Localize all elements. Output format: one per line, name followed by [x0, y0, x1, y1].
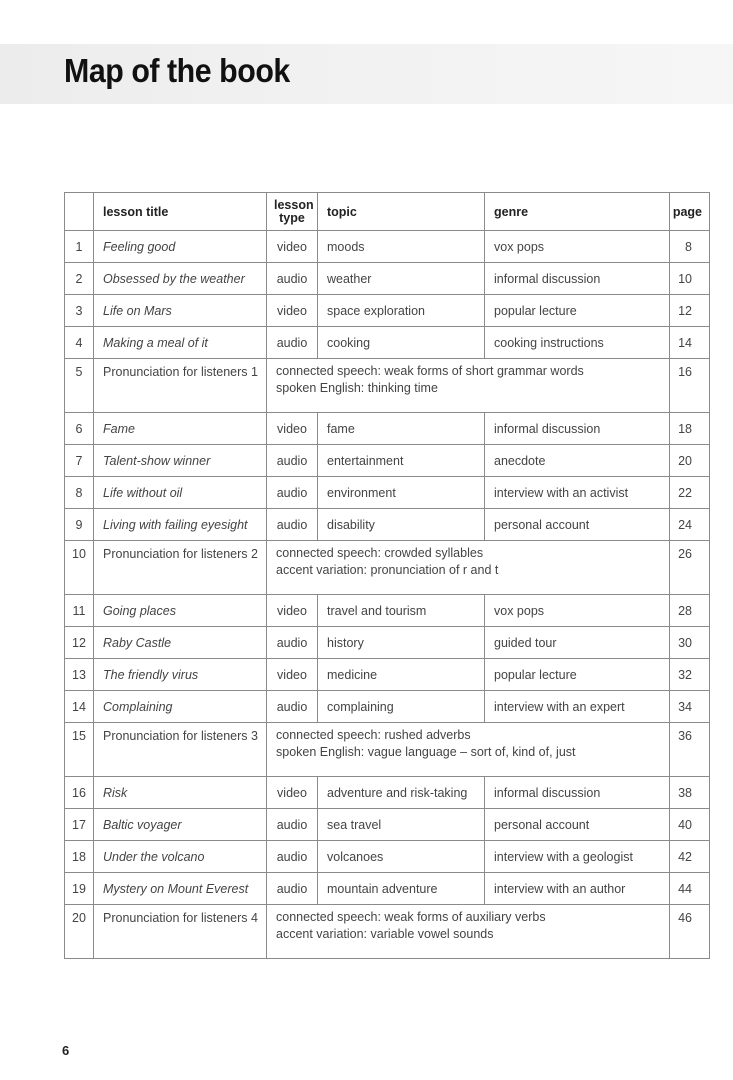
lesson-topic: entertainment — [318, 445, 485, 477]
lesson-number: 12 — [65, 627, 94, 659]
pronunciation-row — [65, 723, 710, 777]
lesson-topic: cooking — [318, 327, 485, 359]
lesson-topic: disability — [318, 509, 485, 541]
page-reference: 34 — [670, 691, 710, 723]
lesson-topic: mountain adventure — [318, 873, 485, 905]
lesson-row — [65, 659, 710, 691]
lesson-row — [65, 295, 710, 327]
lesson-number: 17 — [65, 809, 94, 841]
lesson-type: audio — [267, 327, 318, 359]
lesson-title: Feeling good — [94, 231, 267, 263]
lesson-genre: anecdote — [485, 445, 670, 477]
page-reference: 18 — [670, 413, 710, 445]
header-number — [65, 193, 94, 231]
lesson-title: Making a meal of it — [94, 327, 267, 359]
header-page: page — [670, 193, 710, 231]
header-lesson-type — [267, 193, 318, 231]
page-reference: 42 — [670, 841, 710, 873]
lesson-genre: informal discussion — [485, 777, 670, 809]
pronunciation-line-1: connected speech: rushed adverbs — [276, 728, 471, 742]
lesson-topic: space exploration — [318, 295, 485, 327]
lesson-type: audio — [267, 509, 318, 541]
page-reference: 20 — [670, 445, 710, 477]
lesson-row — [65, 413, 710, 445]
lesson-number: 13 — [65, 659, 94, 691]
lesson-row — [65, 327, 710, 359]
lesson-topic: adventure and risk-taking — [318, 777, 485, 809]
page-reference: 26 — [670, 541, 710, 595]
lesson-row — [65, 777, 710, 809]
lesson-genre: interview with a geologist — [485, 841, 670, 873]
lesson-row — [65, 477, 710, 509]
lesson-title: Fame — [94, 413, 267, 445]
lesson-row — [65, 263, 710, 295]
lesson-row — [65, 873, 710, 905]
lesson-number: 20 — [65, 905, 94, 959]
lesson-genre: personal account — [485, 809, 670, 841]
pronunciation-line-1: connected speech: weak forms of auxiliary verbs — [276, 910, 546, 924]
lesson-number: 5 — [65, 359, 94, 413]
lesson-number: 6 — [65, 413, 94, 445]
lesson-type: audio — [267, 263, 318, 295]
page-reference: 14 — [670, 327, 710, 359]
lesson-type: video — [267, 777, 318, 809]
lesson-title: Pronunciation for listeners 3 — [94, 723, 267, 777]
lesson-title: Going places — [94, 595, 267, 627]
lesson-row — [65, 445, 710, 477]
lesson-type: audio — [267, 691, 318, 723]
lesson-topic: sea travel — [318, 809, 485, 841]
lesson-topic: environment — [318, 477, 485, 509]
lesson-title: Living with failing eyesight — [94, 509, 267, 541]
lesson-row — [65, 809, 710, 841]
lesson-type: audio — [267, 445, 318, 477]
pronunciation-line-1: connected speech: crowded syllables — [276, 546, 484, 560]
page-number: 6 — [62, 1043, 70, 1058]
pronunciation-line-2: spoken English: vague language – sort of, kind of, just — [276, 745, 576, 759]
lesson-title: Life without oil — [94, 477, 267, 509]
header-lesson-type-text: lesson type — [274, 197, 314, 225]
lesson-number: 9 — [65, 509, 94, 541]
lesson-type: video — [267, 231, 318, 263]
lesson-genre: interview with an author — [485, 873, 670, 905]
pronunciation-focus — [267, 541, 670, 595]
page-reference: 32 — [670, 659, 710, 691]
lesson-number: 15 — [65, 723, 94, 777]
lesson-topic: medicine — [318, 659, 485, 691]
page-reference: 22 — [670, 477, 710, 509]
pronunciation-row — [65, 905, 710, 959]
lesson-number: 11 — [65, 595, 94, 627]
page-reference: 30 — [670, 627, 710, 659]
page-reference: 28 — [670, 595, 710, 627]
lesson-topic: volcanoes — [318, 841, 485, 873]
page-reference: 44 — [670, 873, 710, 905]
lesson-genre: interview with an expert — [485, 691, 670, 723]
lesson-title: Pronunciation for listeners 4 — [94, 905, 267, 959]
pronunciation-focus — [267, 723, 670, 777]
page-title: Map of the book — [64, 52, 290, 89]
lesson-title: Mystery on Mount Everest — [94, 873, 267, 905]
lesson-type: audio — [267, 873, 318, 905]
lesson-number: 8 — [65, 477, 94, 509]
lesson-type: audio — [267, 841, 318, 873]
lesson-number: 19 — [65, 873, 94, 905]
page-reference: 8 — [670, 231, 710, 263]
map-of-book-table — [64, 192, 710, 959]
lesson-number: 2 — [65, 263, 94, 295]
lesson-title: Pronunciation for listeners 1 — [94, 359, 267, 413]
lesson-type: video — [267, 295, 318, 327]
lesson-number: 14 — [65, 691, 94, 723]
lesson-genre: personal account — [485, 509, 670, 541]
lesson-number: 18 — [65, 841, 94, 873]
lesson-row — [65, 231, 710, 263]
lesson-number: 7 — [65, 445, 94, 477]
page-reference: 10 — [670, 263, 710, 295]
table-header-row — [65, 193, 710, 231]
lesson-title: Pronunciation for listeners 2 — [94, 541, 267, 595]
lesson-number: 10 — [65, 541, 94, 595]
lesson-row — [65, 595, 710, 627]
lesson-title: Risk — [94, 777, 267, 809]
header-topic: topic — [318, 193, 485, 231]
lesson-type: audio — [267, 809, 318, 841]
lesson-topic: fame — [318, 413, 485, 445]
pronunciation-line-2: accent variation: pronunciation of r and t — [276, 563, 499, 577]
page-reference: 40 — [670, 809, 710, 841]
lesson-genre: interview with an activist — [485, 477, 670, 509]
lesson-topic: moods — [318, 231, 485, 263]
page-reference: 36 — [670, 723, 710, 777]
lesson-topic: travel and tourism — [318, 595, 485, 627]
lesson-genre: informal discussion — [485, 413, 670, 445]
lesson-title: Obsessed by the weather — [94, 263, 267, 295]
lesson-genre: vox pops — [485, 231, 670, 263]
lesson-type: video — [267, 659, 318, 691]
lesson-genre: vox pops — [485, 595, 670, 627]
pronunciation-line-2: accent variation: variable vowel sounds — [276, 927, 494, 941]
page-reference: 24 — [670, 509, 710, 541]
lesson-genre: cooking instructions — [485, 327, 670, 359]
lesson-type: video — [267, 595, 318, 627]
pronunciation-row — [65, 541, 710, 595]
lesson-row — [65, 627, 710, 659]
lesson-row — [65, 691, 710, 723]
lesson-genre: popular lecture — [485, 659, 670, 691]
lesson-topic: complaining — [318, 691, 485, 723]
lesson-title: Life on Mars — [94, 295, 267, 327]
lesson-title: The friendly virus — [94, 659, 267, 691]
pronunciation-row — [65, 359, 710, 413]
lesson-number: 4 — [65, 327, 94, 359]
lesson-genre: popular lecture — [485, 295, 670, 327]
pronunciation-focus — [267, 905, 670, 959]
pronunciation-focus — [267, 359, 670, 413]
lesson-genre: guided tour — [485, 627, 670, 659]
table-body — [65, 231, 710, 959]
page-reference: 16 — [670, 359, 710, 413]
lesson-title: Under the volcano — [94, 841, 267, 873]
header-lesson-title: lesson title — [94, 193, 267, 231]
header-genre: genre — [485, 193, 670, 231]
lesson-type: video — [267, 413, 318, 445]
lesson-number: 3 — [65, 295, 94, 327]
lesson-row — [65, 509, 710, 541]
page-reference: 38 — [670, 777, 710, 809]
lesson-number: 16 — [65, 777, 94, 809]
lesson-type: audio — [267, 627, 318, 659]
pronunciation-line-1: connected speech: weak forms of short grammar words — [276, 364, 584, 378]
lesson-title: Baltic voyager — [94, 809, 267, 841]
lesson-type: audio — [267, 477, 318, 509]
lesson-topic: weather — [318, 263, 485, 295]
lesson-row — [65, 841, 710, 873]
page-reference: 12 — [670, 295, 710, 327]
page-reference: 46 — [670, 905, 710, 959]
lesson-title: Talent-show winner — [94, 445, 267, 477]
lesson-number: 1 — [65, 231, 94, 263]
lesson-title: Raby Castle — [94, 627, 267, 659]
lesson-genre: informal discussion — [485, 263, 670, 295]
lesson-title: Complaining — [94, 691, 267, 723]
lesson-topic: history — [318, 627, 485, 659]
pronunciation-line-2: spoken English: thinking time — [276, 381, 438, 395]
